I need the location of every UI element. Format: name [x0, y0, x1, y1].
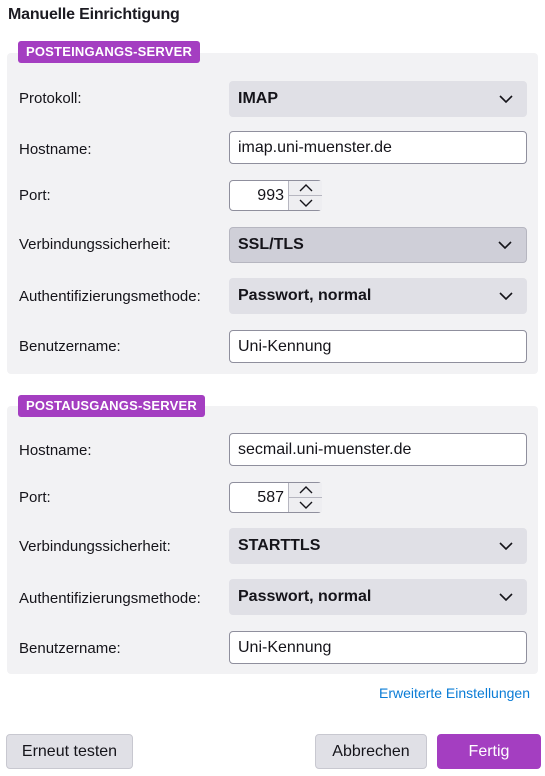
incoming-security-value: SSL/TLS [238, 236, 304, 253]
incoming-hostname-label: Hostname: [19, 141, 92, 158]
protocol-select-value: IMAP [238, 90, 278, 107]
outgoing-username-label: Benutzername: [19, 640, 121, 657]
done-button[interactable]: Fertig [437, 734, 541, 769]
chevron-down-icon [499, 542, 513, 550]
incoming-auth-select[interactable] [229, 278, 527, 314]
incoming-auth-value: Passwort, normal [238, 287, 372, 304]
chevron-down-icon [499, 292, 513, 300]
outgoing-auth-value: Passwort, normal [238, 588, 372, 605]
incoming-port-label: Port: [19, 187, 51, 204]
chevron-down-icon [299, 501, 313, 509]
outgoing-username-input[interactable]: Uni-Kennung [229, 631, 527, 664]
incoming-username-label: Benutzername: [19, 338, 121, 355]
outgoing-auth-label: Authentifizierungsmethode: [19, 590, 201, 607]
outgoing-hostname-input[interactable]: secmail.uni-muenster.de [229, 433, 527, 466]
outgoing-port-label: Port: [19, 489, 51, 506]
outgoing-port-value[interactable]: 587 [257, 489, 284, 506]
retest-button[interactable]: Erneut testen [6, 734, 133, 769]
outgoing-security-select[interactable] [229, 528, 527, 564]
protocol-label: Protokoll: [19, 90, 82, 107]
chevron-up-icon [299, 184, 313, 192]
outgoing-port-increment[interactable] [289, 483, 322, 498]
outgoing-security-label: Verbindungssicherheit: [19, 538, 171, 555]
chevron-down-icon [499, 593, 513, 601]
protocol-select[interactable] [229, 81, 527, 117]
outgoing-port-decrement[interactable] [289, 498, 322, 512]
chevron-down-icon [499, 95, 513, 103]
outgoing-auth-select[interactable] [229, 579, 527, 615]
incoming-port-decrement[interactable] [289, 196, 322, 210]
chevron-down-icon [299, 199, 313, 207]
chevron-down-icon [498, 241, 512, 249]
incoming-port-value[interactable]: 993 [257, 187, 284, 204]
incoming-username-input[interactable]: Uni-Kennung [229, 330, 527, 363]
outgoing-server-badge: POSTAUSGANGS-SERVER [18, 395, 205, 417]
outgoing-port-stepper[interactable] [229, 482, 322, 513]
page-title: Manuelle Einrichtigung [8, 6, 180, 23]
incoming-auth-label: Authentifizierungsmethode: [19, 288, 201, 305]
incoming-server-badge: POSTEINGANGS-SERVER [18, 41, 200, 63]
outgoing-hostname-label: Hostname: [19, 442, 92, 459]
outgoing-security-value: STARTTLS [238, 537, 321, 554]
cancel-button[interactable]: Abbrechen [315, 734, 427, 769]
incoming-hostname-input[interactable]: imap.uni-muenster.de [229, 131, 527, 164]
incoming-security-select[interactable] [229, 227, 527, 263]
incoming-port-increment[interactable] [289, 181, 322, 196]
chevron-up-icon [299, 486, 313, 494]
incoming-security-label: Verbindungssicherheit: [19, 236, 171, 253]
incoming-port-stepper[interactable] [229, 180, 322, 211]
advanced-settings-link[interactable]: Erweiterte Einstellungen [379, 685, 530, 701]
